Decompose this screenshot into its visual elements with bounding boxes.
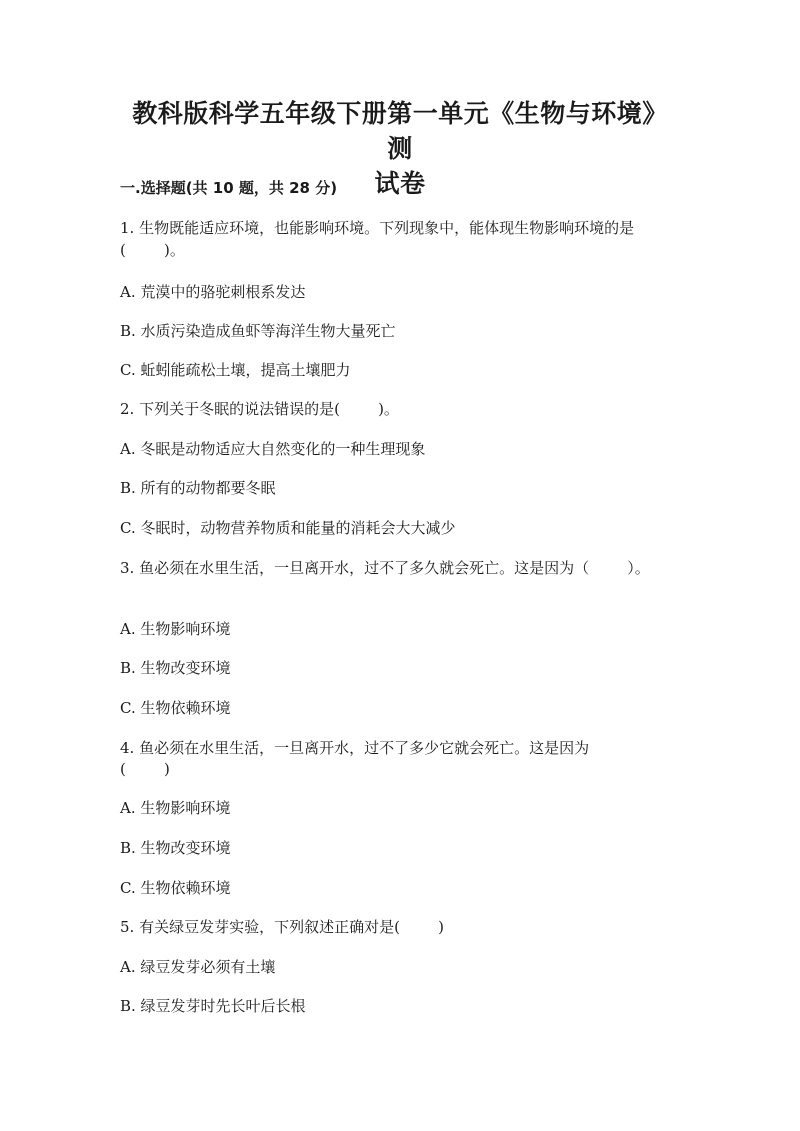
question-4-option-b: B. 生物改变环境 — [120, 839, 231, 857]
question-1-option-a: A. 荒漠中的骆驼刺根系发达 — [120, 283, 306, 301]
question-1-option-c: C. 蚯蚓能疏松土壤，提高土壤肥力 — [120, 361, 351, 379]
question-4-stem: 4. 鱼必须在水里生活，一旦离开水，过不了多少它就会死亡。这是因为 — [120, 739, 590, 757]
title-line-1: 教科版科学五年级下册第一单元《生物与环境》测 — [132, 99, 668, 163]
question-5-stem: 5. 有关绿豆发芽实验，下列叙述正确对是( ) — [120, 918, 444, 936]
question-3-option-a: A. 生物影响环境 — [120, 620, 231, 638]
question-4-option-c: C. 生物依赖环境 — [120, 879, 231, 897]
question-3-option-b: B. 生物改变环境 — [120, 659, 231, 677]
question-5-option-a: A. 绿豆发芽必须有土壤 — [120, 958, 276, 976]
question-5-option-b: B. 绿豆发芽时先长叶后长根 — [120, 997, 306, 1015]
question-3-stem: 3. 鱼必须在水里生活，一旦离开水，过不了多久就会死亡。这是因为（ ）。 — [120, 559, 650, 577]
question-3-option-c: C. 生物依赖环境 — [120, 699, 231, 717]
title-line-2: 试卷 — [374, 169, 426, 198]
question-1-stem: 1. 生物既能适应环境，也能影响环境。下列现象中，能体现生物影响环境的是 — [120, 219, 635, 237]
question-1-stem-cont: ( )。 — [120, 241, 185, 259]
question-4-option-a: A. 生物影响环境 — [120, 799, 231, 817]
question-2-option-c: C. 冬眠时，动物营养物质和能量的消耗会大大减少 — [120, 519, 456, 537]
section-heading: 一.选择题(共 10 题，共 28 分) — [120, 179, 338, 197]
question-2-option-b: B. 所有的动物都要冬眠 — [120, 479, 276, 497]
question-4-stem-cont: ( ) — [120, 760, 170, 778]
question-2-option-a: A. 冬眠是动物适应大自然变化的一种生理现象 — [120, 440, 426, 458]
question-1-option-b: B. 水质污染造成鱼虾等海洋生物大量死亡 — [120, 322, 396, 340]
question-2-stem: 2. 下列关于冬眠的说法错误的是( )。 — [120, 400, 399, 418]
